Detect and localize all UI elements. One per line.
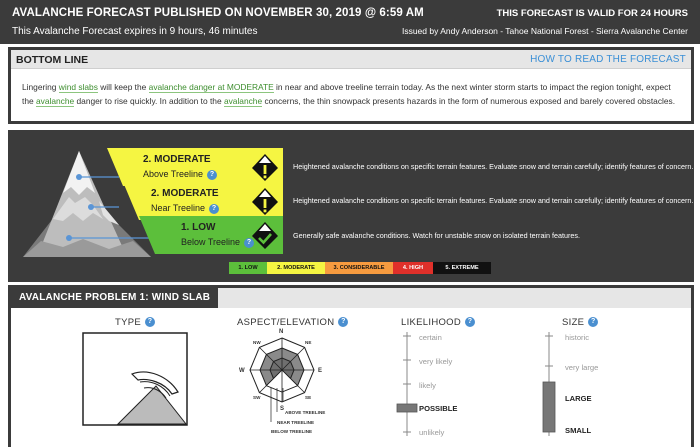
elevation-name: Below Treeline xyxy=(181,237,241,247)
forecast-validity: THIS FORECAST IS VALID FOR 24 HOURS xyxy=(496,8,688,19)
danger-band-near-treeline xyxy=(123,182,283,220)
compass-se: SE xyxy=(305,395,312,400)
elevation-label xyxy=(181,237,254,248)
danger-description: Generally safe avalanche conditions. Watch for unstable snow on isolated terrain features. xyxy=(293,231,580,240)
compass-s: S xyxy=(280,406,285,412)
elevation-label xyxy=(151,203,219,214)
help-icon[interactable]: ? xyxy=(207,170,217,180)
forecast-title: AVALANCHE FORECAST PUBLISHED ON NOVEMBER 30, 2019 @ 6:59 AM xyxy=(12,7,424,19)
type-title xyxy=(115,317,155,328)
avalanche-problem-header xyxy=(11,288,691,308)
avalanche-link[interactable]: avalanche xyxy=(223,96,263,106)
size-large: LARGE xyxy=(565,394,592,403)
likelihood-unlikely: unlikely xyxy=(419,428,445,437)
forecast-header xyxy=(0,0,700,44)
likelihood-scale-bar xyxy=(395,332,419,440)
legend-near-treeline: NEAR TREELINE xyxy=(277,420,315,425)
bottom-line-text-part: Lingering xyxy=(22,82,59,92)
bottom-line-text-part: in near and above treeline terrain today. As the next winter storm starts to impact the region tonight, expect the xyxy=(22,82,671,106)
scale-considerable: 3. CONSIDERABLE xyxy=(325,262,393,274)
compass-e: E xyxy=(318,368,323,374)
avalanche-problem-title: AVALANCHE PROBLEM 1: WIND SLAB xyxy=(11,288,218,308)
compass-ne: NE xyxy=(305,340,312,345)
legend-above-treeline: ABOVE TREELINE xyxy=(285,410,326,415)
danger-rating-panel xyxy=(8,130,694,282)
danger-moderate-link[interactable]: avalanche danger at MODERATE xyxy=(148,82,274,92)
help-icon[interactable]: ? xyxy=(244,238,254,248)
how-to-read-link[interactable]: HOW TO READ THE FORECAST xyxy=(530,54,686,65)
avalanche-problem-panel xyxy=(8,285,694,447)
danger-band-below-treeline xyxy=(139,216,283,254)
size-label: SIZE xyxy=(562,317,585,328)
moderate-danger-icon xyxy=(251,186,279,216)
danger-description: Heightened avalanche conditions on specific terrain features. Evaluate snow and terrain carefully; identify features of concern. xyxy=(293,162,694,171)
elevation-label xyxy=(143,169,217,180)
elevation-name: Near Treeline xyxy=(151,203,206,213)
aspect-label: ASPECT/ELEVATION xyxy=(237,317,335,328)
likelihood-very-likely: very likely xyxy=(419,357,453,366)
danger-scale-legend xyxy=(229,262,491,274)
danger-level: 2. MODERATE xyxy=(143,154,211,165)
low-danger-icon xyxy=(251,220,279,250)
help-icon[interactable]: ? xyxy=(465,317,475,327)
size-scale-bar xyxy=(537,332,561,440)
bottom-line-text xyxy=(22,80,682,108)
scale-extreme: 5. EXTREME xyxy=(433,262,491,274)
elevation-name: Above Treeline xyxy=(143,169,204,179)
compass-sw: SW xyxy=(253,395,261,400)
forecast-expiry: This Avalanche Forecast expires in 9 hours, 46 minutes xyxy=(12,26,258,37)
likelihood-certain: certain xyxy=(419,333,442,342)
danger-band-above-treeline xyxy=(107,148,283,186)
bottom-line-text-part: concerns, the thin snowpack presents hazards in the form of numerous exposed and barely covered obstacles. xyxy=(262,96,676,106)
avalanche-link[interactable]: avalanche xyxy=(35,96,75,106)
aspect-title xyxy=(237,317,348,328)
likelihood-likely: likely xyxy=(419,381,436,390)
bottom-line-text-part: danger to rise quickly. In addition to the xyxy=(74,96,224,106)
bottom-line-text-part: will keep the xyxy=(97,82,149,92)
help-icon[interactable]: ? xyxy=(145,317,155,327)
scale-moderate: 2. MODERATE xyxy=(267,262,325,274)
likelihood-title xyxy=(401,317,475,328)
danger-level: 2. MODERATE xyxy=(151,188,219,199)
forecast-issuer: Issued by Andy Anderson - Tahoe National Forest - Sierra Avalanche Center xyxy=(401,26,688,36)
bottom-line-panel xyxy=(8,47,694,124)
scale-low: 1. LOW xyxy=(229,262,267,274)
size-very-large: very large xyxy=(565,363,599,372)
help-icon[interactable]: ? xyxy=(588,317,598,327)
danger-level: 1. LOW xyxy=(181,222,216,233)
legend-below-treeline: BELOW TREELINE xyxy=(271,429,313,434)
bottom-line-header xyxy=(11,50,691,69)
scale-high: 4. HIGH xyxy=(393,262,433,274)
moderate-danger-icon xyxy=(251,152,279,182)
help-icon[interactable]: ? xyxy=(338,317,348,327)
compass-nw: NW xyxy=(253,340,261,345)
wind-slab-type-icon xyxy=(82,332,188,426)
size-title xyxy=(562,317,598,328)
size-historic: historic xyxy=(565,333,590,342)
compass-n: N xyxy=(279,329,284,335)
likelihood-label: LIKELIHOOD xyxy=(401,317,462,328)
danger-description: Heightened avalanche conditions on specific terrain features. Evaluate snow and terrain carefully; identify features of concern. xyxy=(293,196,694,205)
size-small: SMALL xyxy=(565,426,592,435)
help-icon[interactable]: ? xyxy=(209,204,219,214)
wind-slabs-link[interactable]: wind slabs xyxy=(58,82,98,92)
type-label: TYPE xyxy=(115,317,142,328)
bottom-line-label: BOTTOM LINE xyxy=(16,54,89,66)
compass-w: W xyxy=(239,368,245,374)
likelihood-possible: POSSIBLE xyxy=(419,404,458,413)
